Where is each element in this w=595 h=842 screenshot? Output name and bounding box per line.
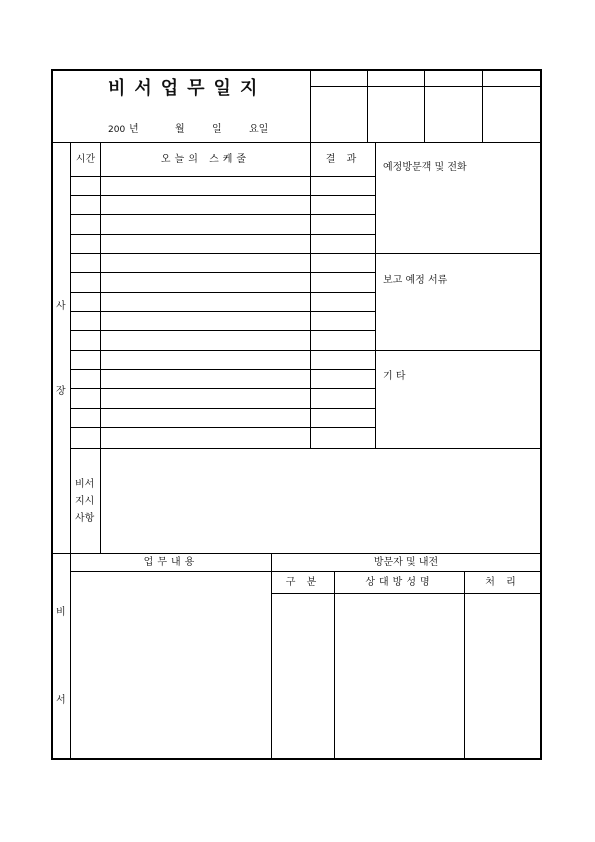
instructions-line: 비서 [75,479,95,490]
schedule-row[interactable] [71,177,376,196]
col-schedule-header: 오늘의 스케줄 [160,154,251,165]
visitors-calls-label: 예정방문객 및 전화 [383,162,467,173]
instructions-line: 지시 [75,496,95,507]
col-type-header: 구 분 [285,577,321,588]
president-side-label-2: 장 [56,386,66,397]
secretary-side-label-1: 비 [56,607,66,618]
year-prefix: 200 [108,125,126,135]
visitor-type-cell[interactable] [272,594,334,758]
instructions-line: 사항 [75,513,95,524]
col-result-header: 결 과 [325,154,361,165]
col-time-header: 시간 [75,154,96,165]
col-name-header: 상대방성명 [365,577,434,588]
weekday-label: 요일 [249,124,269,135]
schedule-row[interactable] [71,370,376,389]
schedule-row[interactable] [71,293,376,312]
visitors-header: 방문자 및 내전 [373,557,439,568]
schedule-row[interactable] [71,331,376,350]
schedule-row[interactable] [71,351,376,370]
schedule-row[interactable] [71,273,376,292]
reports-label: 보고 예정 서류 [383,275,448,286]
other-label: 기 타 [383,371,406,382]
form-title: 비서업무일지 [108,78,267,99]
schedule-row[interactable] [71,254,376,273]
schedule-row[interactable] [71,312,376,331]
work-content-header: 업무내용 [143,557,199,568]
secretary-side-label-2: 서 [56,695,66,706]
month-label: 월 [175,124,185,135]
president-side-label-1: 사 [56,301,66,312]
work-content-area[interactable] [71,572,271,758]
visitor-name-cell[interactable] [335,594,464,758]
schedule-row[interactable] [71,409,376,428]
day-label: 일 [212,124,222,135]
schedule-row[interactable] [71,389,376,408]
schedule-row[interactable] [71,235,376,254]
schedule-row[interactable] [71,196,376,215]
visitor-action-cell[interactable] [465,594,540,758]
instructions-area[interactable] [101,449,540,553]
year-label: 년 [129,124,139,135]
schedule-row[interactable] [71,428,376,447]
col-action-header: 처 리 [485,577,520,588]
schedule-row[interactable] [71,215,376,234]
